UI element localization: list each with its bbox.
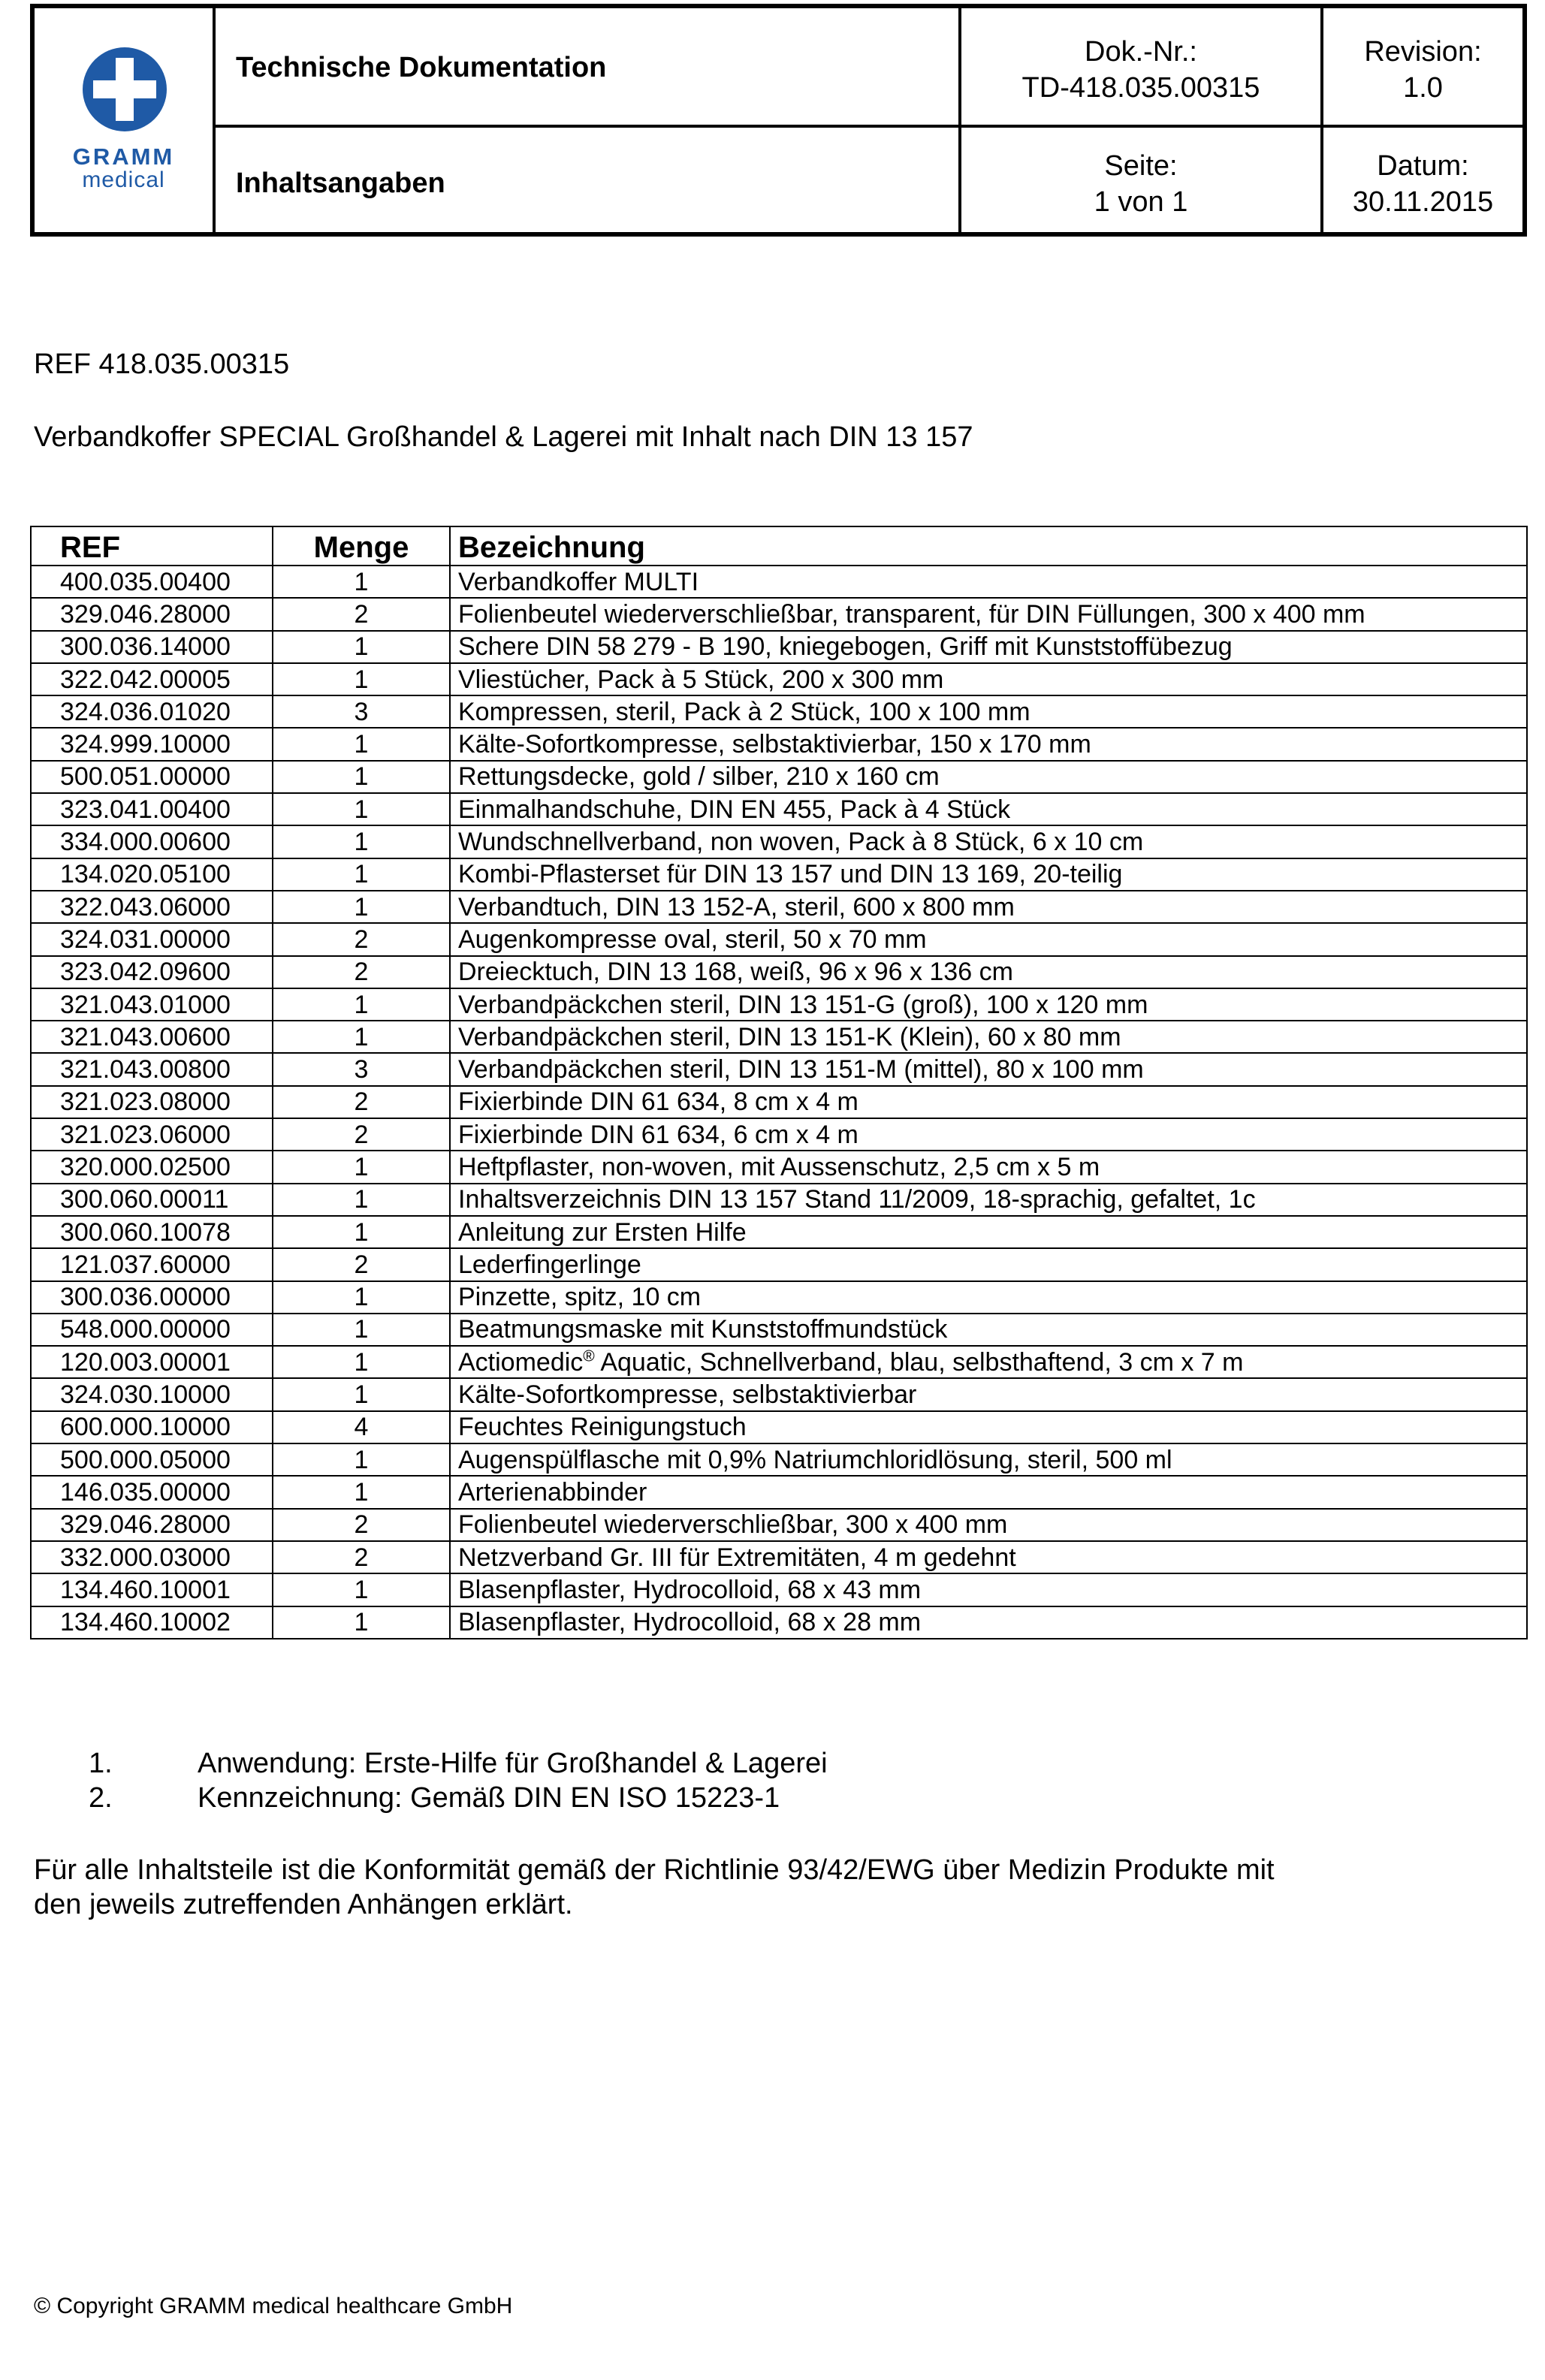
cell-ref: 400.035.00400 bbox=[31, 566, 273, 598]
table-row bbox=[31, 1053, 1527, 1085]
cell-ref: 321.043.00600 bbox=[31, 1021, 273, 1053]
cell-ref: 500.000.05000 bbox=[31, 1443, 273, 1476]
product-title: Verbandkoffer SPECIAL Großhandel & Lagerei mit Inhalt nach DIN 13 157 bbox=[34, 421, 973, 453]
column-header-menge: Menge bbox=[273, 526, 450, 566]
table-row bbox=[31, 1248, 1527, 1280]
table-row bbox=[31, 858, 1527, 891]
cell-bezeichnung: Fixierbinde DIN 61 634, 6 cm x 4 m bbox=[450, 1118, 1527, 1151]
table-row bbox=[31, 761, 1527, 793]
contents-table bbox=[30, 526, 1528, 1639]
cell-bezeichnung: Einmalhandschuhe, DIN EN 455, Pack à 4 Stück bbox=[450, 793, 1527, 825]
cell-menge: 1 bbox=[273, 631, 450, 663]
cell-menge: 2 bbox=[273, 1086, 450, 1118]
cell-menge: 1 bbox=[273, 1184, 450, 1216]
document-subject-title: Inhaltsangaben bbox=[236, 167, 445, 199]
cell-menge: 4 bbox=[273, 1411, 450, 1443]
table-row bbox=[31, 1346, 1527, 1378]
cell-menge: 1 bbox=[273, 825, 450, 858]
cell-bezeichnung: Vliestücher, Pack à 5 Stück, 200 x 300 mm bbox=[450, 663, 1527, 695]
cell-bezeichnung: Lederfingerlinge bbox=[450, 1248, 1527, 1280]
cell-bezeichnung: Netzverband Gr. III für Extremitäten, 4 m gedehnt bbox=[450, 1541, 1527, 1573]
cell-menge: 2 bbox=[273, 1248, 450, 1280]
cell-menge: 1 bbox=[273, 1346, 450, 1378]
cell-ref: 300.060.10078 bbox=[31, 1216, 273, 1248]
cell-ref: 323.042.09600 bbox=[31, 956, 273, 988]
logo-wordmark: GRAMM bbox=[72, 143, 175, 170]
table-row bbox=[31, 1118, 1527, 1151]
cell-ref: 600.000.10000 bbox=[31, 1411, 273, 1443]
cell-ref: 321.043.01000 bbox=[31, 988, 273, 1021]
table-row bbox=[31, 1021, 1527, 1053]
cell-menge: 1 bbox=[273, 1216, 450, 1248]
cell-menge: 1 bbox=[273, 1476, 450, 1508]
cell-menge: 1 bbox=[273, 988, 450, 1021]
cell-menge: 3 bbox=[273, 695, 450, 728]
cell-menge: 1 bbox=[273, 728, 450, 760]
logo-subtitle: medical bbox=[82, 167, 165, 192]
table-row bbox=[31, 793, 1527, 825]
cell-ref: 329.046.28000 bbox=[31, 598, 273, 630]
cell-ref: 321.043.00800 bbox=[31, 1053, 273, 1085]
table-row bbox=[31, 988, 1527, 1021]
cell-bezeichnung: Verbandkoffer MULTI bbox=[450, 566, 1527, 598]
cell-ref: 300.036.00000 bbox=[31, 1281, 273, 1314]
list-item-number: 2. bbox=[89, 1782, 113, 1814]
table-row bbox=[31, 1541, 1527, 1573]
cell-bezeichnung: Arterienabbinder bbox=[450, 1476, 1527, 1508]
table-row bbox=[31, 891, 1527, 923]
cell-bezeichnung: Kälte-Sofortkompresse, selbstaktivierbar, 150 x 170 mm bbox=[450, 728, 1527, 760]
table-header-row bbox=[31, 526, 1527, 566]
cell-ref: 322.042.00005 bbox=[31, 663, 273, 695]
table-row bbox=[31, 1151, 1527, 1183]
table-row bbox=[31, 1314, 1527, 1346]
cell-ref: 324.031.00000 bbox=[31, 923, 273, 955]
cell-menge: 1 bbox=[273, 858, 450, 891]
cell-ref: 500.051.00000 bbox=[31, 761, 273, 793]
cell-menge: 2 bbox=[273, 1509, 450, 1541]
cell-bezeichnung: Inhaltsverzeichnis DIN 13 157 Stand 11/2009, 18-sprachig, gefaltet, 1c bbox=[450, 1184, 1527, 1216]
cell-bezeichnung: Verbandpäckchen steril, DIN 13 151-K (Klein), 60 x 80 mm bbox=[450, 1021, 1527, 1053]
cell-menge: 1 bbox=[273, 1151, 450, 1183]
cell-menge: 1 bbox=[273, 566, 450, 598]
cell-bezeichnung: Fixierbinde DIN 61 634, 8 cm x 4 m bbox=[450, 1086, 1527, 1118]
company-logo bbox=[35, 8, 213, 232]
cell-bezeichnung: Schere DIN 58 279 - B 190, kniegebogen, Griff mit Kunststoffübezug bbox=[450, 631, 1527, 663]
cell-ref: 323.041.00400 bbox=[31, 793, 273, 825]
table-row bbox=[31, 663, 1527, 695]
conformity-statement-continued: den jeweils zutreffenden Anhängen erklärt. bbox=[34, 1889, 573, 1920]
cell-ref: 134.460.10001 bbox=[31, 1573, 273, 1606]
cell-bezeichnung: Heftpflaster, non-woven, mit Aussenschutz, 2,5 cm x 5 m bbox=[450, 1151, 1527, 1183]
table-row bbox=[31, 1476, 1527, 1508]
table-row bbox=[31, 1443, 1527, 1476]
cell-menge: 1 bbox=[273, 663, 450, 695]
table-row bbox=[31, 695, 1527, 728]
cell-ref: 322.043.06000 bbox=[31, 891, 273, 923]
table-row bbox=[31, 1184, 1527, 1216]
cell-ref: 300.036.14000 bbox=[31, 631, 273, 663]
cell-menge: 1 bbox=[273, 1443, 450, 1476]
document-number: Dok.-Nr.: TD-418.035.00315 bbox=[1021, 36, 1260, 104]
cell-menge: 2 bbox=[273, 1118, 450, 1151]
column-header-ref: REF bbox=[31, 526, 273, 566]
cell-bezeichnung: Dreiecktuch, DIN 13 168, weiß, 96 x 96 x 136 cm bbox=[450, 956, 1527, 988]
cell-bezeichnung: Kälte-Sofortkompresse, selbstaktivierbar bbox=[450, 1378, 1527, 1410]
cell-ref: 548.000.00000 bbox=[31, 1314, 273, 1346]
table-row bbox=[31, 1509, 1527, 1541]
table-row bbox=[31, 1281, 1527, 1314]
table-row bbox=[31, 1606, 1527, 1639]
table-row bbox=[31, 1411, 1527, 1443]
cell-bezeichnung: Rettungsdecke, gold / silber, 210 x 160 cm bbox=[450, 761, 1527, 793]
cell-menge: 1 bbox=[273, 1573, 450, 1606]
cell-bezeichnung: Verbandpäckchen steril, DIN 13 151-M (mittel), 80 x 100 mm bbox=[450, 1053, 1527, 1085]
list-item-text: Anwendung: Erste-Hilfe für Großhandel & Lagerei bbox=[198, 1748, 828, 1779]
cell-ref: 320.000.02500 bbox=[31, 1151, 273, 1183]
cell-ref: 324.036.01020 bbox=[31, 695, 273, 728]
reference-number: REF 418.035.00315 bbox=[34, 348, 290, 380]
cell-ref: 334.000.00600 bbox=[31, 825, 273, 858]
cell-menge: 2 bbox=[273, 598, 450, 630]
cell-bezeichnung: Feuchtes Reinigungstuch bbox=[450, 1411, 1527, 1443]
cell-bezeichnung: Actiomedic® Aquatic, Schnellverband, blau, selbsthaftend, 3 cm x 7 m bbox=[450, 1346, 1527, 1378]
cell-ref: 324.030.10000 bbox=[31, 1378, 273, 1410]
cell-menge: 1 bbox=[273, 1314, 450, 1346]
table-row bbox=[31, 631, 1527, 663]
medical-cross-icon bbox=[81, 46, 168, 133]
column-header-bezeichnung: Bezeichnung bbox=[450, 526, 1527, 566]
cell-ref: 134.460.10002 bbox=[31, 1606, 273, 1639]
table-row bbox=[31, 1216, 1527, 1248]
cell-menge: 1 bbox=[273, 793, 450, 825]
cell-ref: 321.023.08000 bbox=[31, 1086, 273, 1118]
table-row bbox=[31, 728, 1527, 760]
cell-bezeichnung: Beatmungsmaske mit Kunststoffmundstück bbox=[450, 1314, 1527, 1346]
cell-bezeichnung: Augenkompresse oval, steril, 50 x 70 mm bbox=[450, 923, 1527, 955]
cell-bezeichnung: Verbandtuch, DIN 13 152-A, steril, 600 x 800 mm bbox=[450, 891, 1527, 923]
table-row bbox=[31, 598, 1527, 630]
table-row bbox=[31, 1086, 1527, 1118]
table-row bbox=[31, 1378, 1527, 1410]
revision: Revision: 1.0 bbox=[1364, 36, 1482, 104]
cell-menge: 2 bbox=[273, 956, 450, 988]
cell-bezeichnung: Pinzette, spitz, 10 cm bbox=[450, 1281, 1527, 1314]
document-date: Datum: 30.11.2015 bbox=[1352, 150, 1494, 218]
cell-menge: 2 bbox=[273, 923, 450, 955]
cell-menge: 1 bbox=[273, 891, 450, 923]
list-item-text: Kennzeichnung: Gemäß DIN EN ISO 15223-1 bbox=[198, 1782, 780, 1814]
cell-ref: 120.003.00001 bbox=[31, 1346, 273, 1378]
cell-ref: 321.023.06000 bbox=[31, 1118, 273, 1151]
table-row bbox=[31, 825, 1527, 858]
cell-ref: 332.000.03000 bbox=[31, 1541, 273, 1573]
cell-bezeichnung: Verbandpäckchen steril, DIN 13 151-G (groß), 100 x 120 mm bbox=[450, 988, 1527, 1021]
cell-bezeichnung: Blasenpflaster, Hydrocolloid, 68 x 43 mm bbox=[450, 1573, 1527, 1606]
cell-bezeichnung: Augenspülflasche mit 0,9% Natriumchloridlösung, steril, 500 ml bbox=[450, 1443, 1527, 1476]
cell-bezeichnung: Wundschnellverband, non woven, Pack à 8 Stück, 6 x 10 cm bbox=[450, 825, 1527, 858]
cell-bezeichnung: Kombi-Pflasterset für DIN 13 157 und DIN 13 169, 20-teilig bbox=[450, 858, 1527, 891]
cell-ref: 300.060.00011 bbox=[31, 1184, 273, 1216]
list-item-number: 1. bbox=[89, 1748, 113, 1779]
cell-menge: 1 bbox=[273, 761, 450, 793]
cell-bezeichnung: Folienbeutel wiederverschließbar, transparent, für DIN Füllungen, 300 x 400 mm bbox=[450, 598, 1527, 630]
conformity-statement: Für alle Inhaltsteile ist die Konformität gemäß der Richtlinie 93/42/EWG über Medizin Produkte mit bbox=[34, 1854, 1275, 1886]
cell-ref: 134.020.05100 bbox=[31, 858, 273, 891]
cell-ref: 329.046.28000 bbox=[31, 1509, 273, 1541]
cell-menge: 1 bbox=[273, 1281, 450, 1314]
cell-menge: 1 bbox=[273, 1021, 450, 1053]
cell-bezeichnung: Anleitung zur Ersten Hilfe bbox=[450, 1216, 1527, 1248]
page-number: Seite: 1 von 1 bbox=[1094, 150, 1188, 218]
table-row bbox=[31, 956, 1527, 988]
cell-menge: 1 bbox=[273, 1378, 450, 1410]
cell-menge: 1 bbox=[273, 1606, 450, 1639]
table-row bbox=[31, 1573, 1527, 1606]
copyright-footer: © Copyright GRAMM medical healthcare GmbH bbox=[34, 2294, 513, 2318]
cell-menge: 2 bbox=[273, 1541, 450, 1573]
table-row bbox=[31, 566, 1527, 598]
document-header bbox=[30, 4, 1527, 237]
cell-ref: 146.035.00000 bbox=[31, 1476, 273, 1508]
cell-menge: 3 bbox=[273, 1053, 450, 1085]
cell-ref: 121.037.60000 bbox=[31, 1248, 273, 1280]
cell-bezeichnung: Kompressen, steril, Pack à 2 Stück, 100 x 100 mm bbox=[450, 695, 1527, 728]
cell-bezeichnung: Blasenpflaster, Hydrocolloid, 68 x 28 mm bbox=[450, 1606, 1527, 1639]
table-row bbox=[31, 923, 1527, 955]
cell-bezeichnung: Folienbeutel wiederverschließbar, 300 x 400 mm bbox=[450, 1509, 1527, 1541]
document-type-title: Technische Dokumentation bbox=[236, 52, 607, 83]
cell-ref: 324.999.10000 bbox=[31, 728, 273, 760]
